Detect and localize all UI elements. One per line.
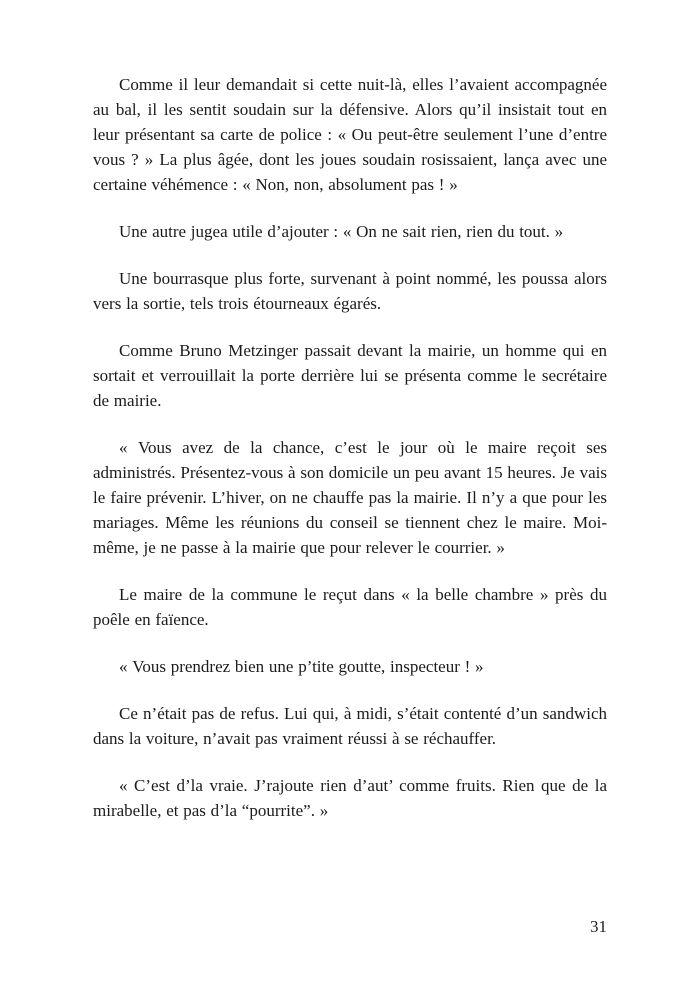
page-number: 31 — [590, 917, 607, 936]
paragraph: « Vous prendrez bien une p’tite goutte, inspecteur ! » — [119, 657, 484, 676]
paragraph: Une bourrasque plus forte, survenant à point nommé, les poussa alors vers la sortie, tels trois étourneaux égarés. — [93, 269, 607, 313]
text-block — [93, 72, 607, 845]
paragraph: Le maire de la commune le reçut dans « la belle chambre » près du poêle en faïence. — [93, 585, 607, 629]
paragraph: Comme Bruno Metzinger passait devant la mairie, un homme qui en sortait et verrouillait la porte derrière lui se présenta comme le secrétaire de mairie. — [93, 341, 607, 410]
paragraph: Une autre jugea utile d’ajouter : « On ne sait rien, rien du tout. » — [119, 222, 564, 241]
paragraph: « C’est d’la vraie. J’rajoute rien d’aut’ comme fruits. Rien que de la mirabelle, et pas d’la “pourrite”. » — [93, 776, 607, 820]
paragraph: Ce n’était pas de refus. Lui qui, à midi, s’était contenté d’un sandwich dans la voiture, n’avait pas vraiment réussi à se réchauffer. — [93, 704, 607, 748]
paragraph: « Vous avez de la chance, c’est le jour où le maire reçoit ses administrés. Présentez-vous à son domicile un peu avant 15 heures. Je vais le faire prévenir. L’hiver, on ne chauffe pas la mairie. Il n’y a que pour les mariages. Même les réunions du conseil se tiennent chez le maire. Moi-même, je ne passe à la mairie que pour relever le courrier. » — [93, 438, 607, 557]
paragraph: Comme il leur demandait si cette nuit-là, elles l’avaient accompagnée au bal, il les sentit soudain sur la défensive. Alors qu’il insistait tout en leur présentant sa carte de police : « Ou peut-être seulement l’une d’entre vous ? » La plus âgée, dont les joues soudain rosissaient, lança avec une certaine véhémence : « Non, non, absolument pas ! » — [93, 75, 607, 194]
